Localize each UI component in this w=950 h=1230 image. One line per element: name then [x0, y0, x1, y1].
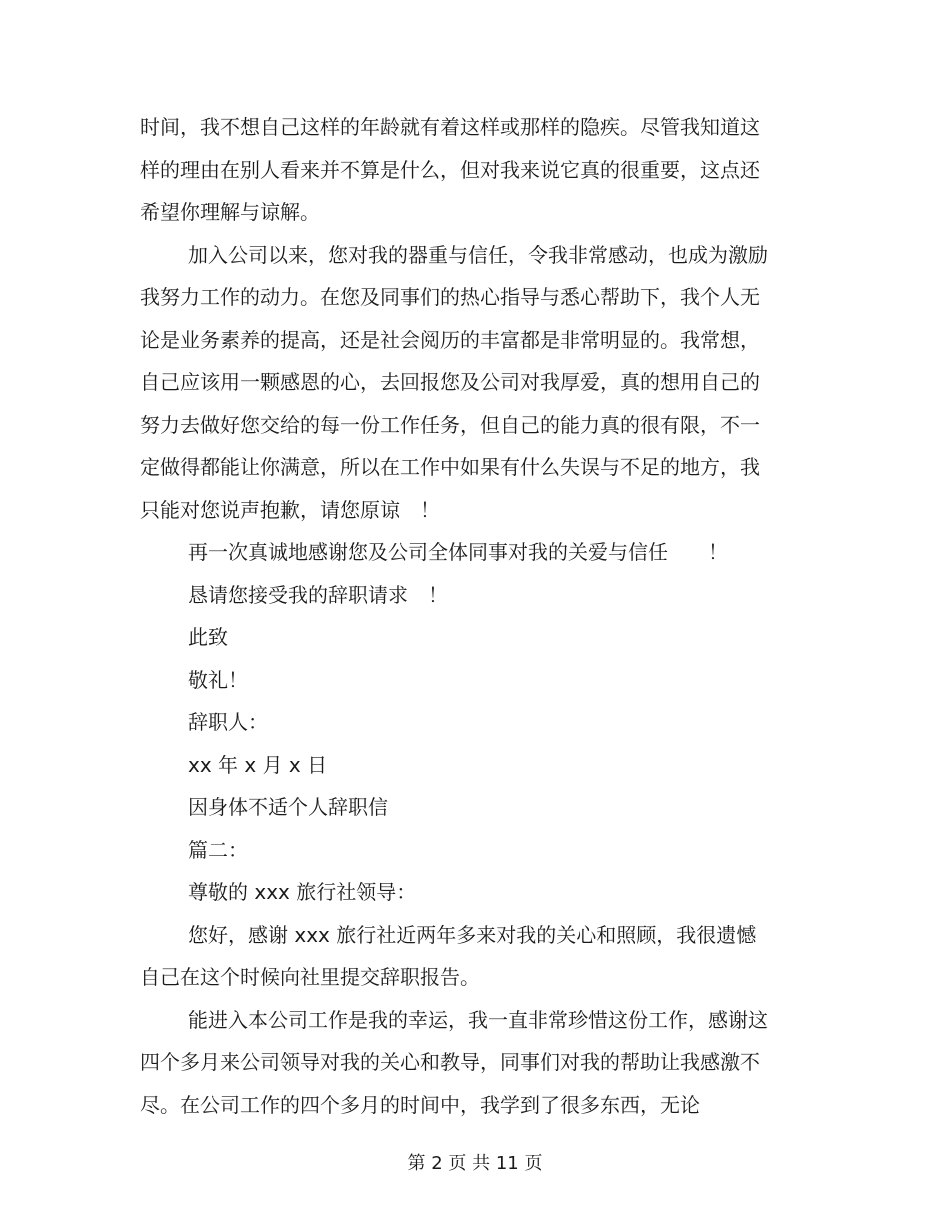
- section-label: 篇二：: [188, 837, 248, 862]
- paragraph-request: 恳请您接受我的辞职请求 ！: [188, 582, 448, 607]
- date-line: xx 年 x 月 x 日: [188, 752, 328, 777]
- paragraph-continuation: 时间，我不想自己这样的年龄就有着这样或那样的隐疾。尽管我知道这样的理由在别人看来并不算是什么，但对我来说它真的很重要，这点还希望你理解与谅解。: [140, 115, 760, 224]
- closing-salutation: 此致: [188, 625, 228, 649]
- letter-title: 因身体不适个人辞职信: [188, 795, 388, 819]
- signature-label: 辞职人：: [188, 710, 268, 734]
- document-body: [140, 106, 770, 1126]
- paragraph-greeting: 您好，感谢 xxx 旅行社近两年多来对我的关心和照顾，我很遗憾自己在这个时候向社里提交辞职报告。: [140, 922, 757, 989]
- closing-regards: 敬礼！: [188, 667, 248, 692]
- paragraph-fortune: 能进入本公司工作是我的幸运，我一直非常珍惜这份工作，感谢这四个多月来公司领导对我的关心和教导，同事们对我的帮助让我感激不尽。在公司工作的四个多月的时间中，我学到了很多东西，无论: [140, 1007, 768, 1117]
- salutation: 尊敬的 xxx 旅行社领导：: [188, 880, 417, 904]
- paragraph-gratitude: 加入公司以来，您对我的器重与信任，令我非常感动，也成为激励我努力工作的动力。在您及同事们的热心指导与悉心帮助下，我个人无论是业务素养的提高，还是社会阅历的丰富都是非常明显的。我常想，自己应该用一颗感恩的心，去回报您及公司对我厚爱，真的想用自己的努力去做好您交给的每一份工作任务，但自己的能力真的很有限，不一定做得都能让你满意，所以在工作中如果有什么失误与不足的地方，我只能对您说声抱歉，请您原谅 ！: [140, 242, 768, 522]
- page-footer: 第 2 页 共 11 页: [407, 1153, 543, 1174]
- paragraph-thanks-again: 再一次真诚地感谢您及公司全体同事对我的关爱与信任 ！: [188, 540, 728, 564]
